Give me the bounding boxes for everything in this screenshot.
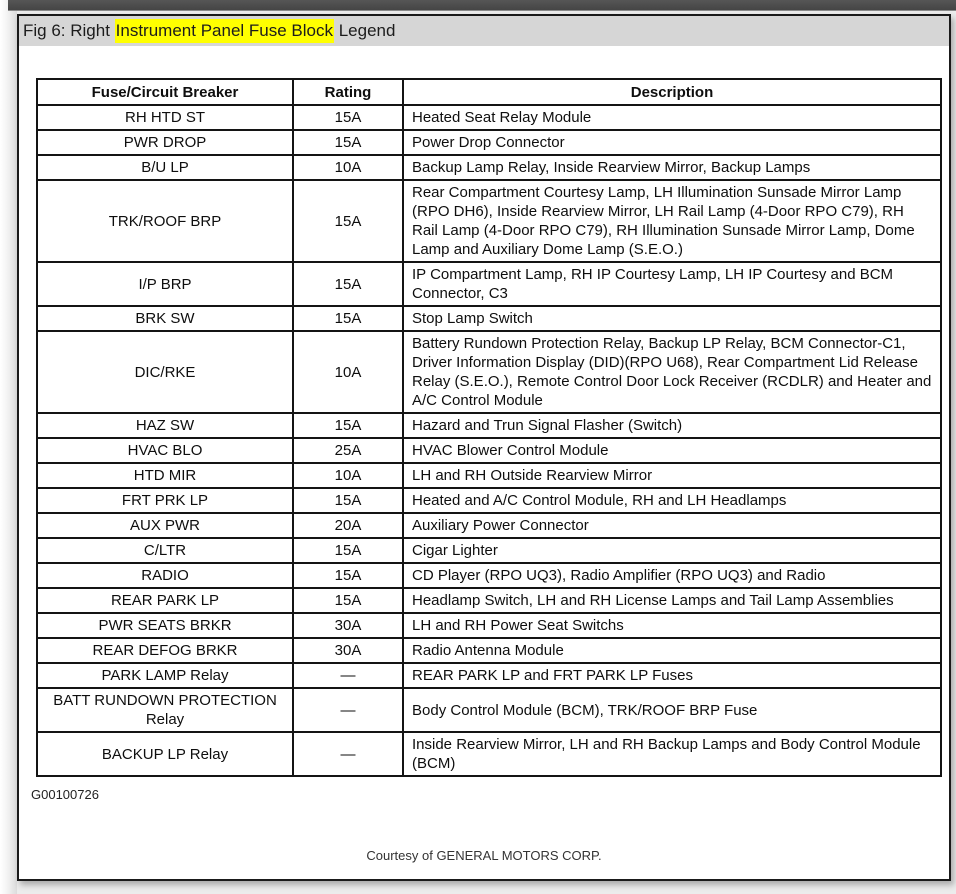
description-cell: REAR PARK LP and FRT PARK LP Fuses [403,663,941,688]
table-row [37,732,941,776]
table-row [37,463,941,488]
document-panel [17,14,951,881]
table-row [37,563,941,588]
table-row [37,638,941,663]
fuse-cell: REAR PARK LP [37,588,293,613]
figure-title-highlight: Instrument Panel Fuse Block [115,19,334,43]
table-row [37,688,941,732]
rating-cell: 20A [293,513,403,538]
fuse-cell: HTD MIR [37,463,293,488]
fuse-legend-table [36,78,942,777]
fuse-cell: RADIO [37,563,293,588]
table-row [37,513,941,538]
fuse-cell: AUX PWR [37,513,293,538]
fuse-cell: RH HTD ST [37,105,293,130]
table-row [37,413,941,438]
fuse-cell: PWR DROP [37,130,293,155]
table-row [37,488,941,513]
table-row [37,105,941,130]
table-row [37,155,941,180]
description-cell: Battery Rundown Protection Relay, Backup LP Relay, BCM Connector-C1, Driver Information Display (DID)(RPO U68), Rear Compartment Lid Release Relay (S.E.O.), Remote Control Door Lock Receiver (RCDLR) and Heater and A/C Control Module [403,331,941,413]
table-row [37,663,941,688]
rating-cell: 15A [293,488,403,513]
description-cell: Auxiliary Power Connector [403,513,941,538]
table-row [37,438,941,463]
fuse-cell: BACKUP LP Relay [37,732,293,776]
table-row [37,306,941,331]
fuse-cell: TRK/ROOF BRP [37,180,293,262]
fuse-cell: B/U LP [37,155,293,180]
table-row [37,180,941,262]
description-cell: Headlamp Switch, LH and RH License Lamps and Tail Lamp Assemblies [403,588,941,613]
figure-title-suffix: Legend [333,21,396,40]
rating-cell: 15A [293,180,403,262]
column-header-fuse-circuit-breaker: Fuse/Circuit Breaker [37,79,293,105]
table-row [37,130,941,155]
rating-cell: 25A [293,438,403,463]
description-cell: Radio Antenna Module [403,638,941,663]
description-cell: LH and RH Power Seat Switchs [403,613,941,638]
fuse-table-body [37,105,941,776]
fuse-cell: HAZ SW [37,413,293,438]
fuse-cell: C/LTR [37,538,293,563]
description-cell: Inside Rearview Mirror, LH and RH Backup Lamps and Body Control Module (BCM) [403,732,941,776]
column-header-description: Description [403,79,941,105]
description-cell: Stop Lamp Switch [403,306,941,331]
rating-cell: — [293,732,403,776]
window-top-bar [8,0,956,11]
rating-cell: 15A [293,588,403,613]
fuse-cell: I/P BRP [37,262,293,306]
description-cell: HVAC Blower Control Module [403,438,941,463]
fuse-cell: HVAC BLO [37,438,293,463]
table-row [37,331,941,413]
description-cell: Heated and A/C Control Module, RH and LH Headlamps [403,488,941,513]
description-cell: Body Control Module (BCM), TRK/ROOF BRP Fuse [403,688,941,732]
fuse-cell: FRT PRK LP [37,488,293,513]
courtesy-note: Courtesy of GENERAL MOTORS CORP. [366,848,602,863]
rating-cell: 15A [293,563,403,588]
description-cell: LH and RH Outside Rearview Mirror [403,463,941,488]
rating-cell: 30A [293,613,403,638]
rating-cell: 30A [293,638,403,663]
fuse-cell: BRK SW [37,306,293,331]
rating-cell: 15A [293,262,403,306]
description-cell: Power Drop Connector [403,130,941,155]
fuse-cell: BATT RUNDOWN PROTECTION Relay [37,688,293,732]
description-cell: Cigar Lighter [403,538,941,563]
column-header-rating: Rating [293,79,403,105]
figure-title-bar [19,16,949,46]
description-cell: CD Player (RPO UQ3), Radio Amplifier (RPO UQ3) and Radio [403,563,941,588]
page-left-margin [0,0,17,894]
rating-cell: — [293,688,403,732]
table-row [37,613,941,638]
fuse-cell: PWR SEATS BRKR [37,613,293,638]
rating-cell: 15A [293,130,403,155]
figure-id: G00100726 [31,787,99,802]
rating-cell: 15A [293,538,403,563]
table-row [37,538,941,563]
fuse-cell: PARK LAMP Relay [37,663,293,688]
description-cell: Hazard and Trun Signal Flasher (Switch) [403,413,941,438]
table-row [37,262,941,306]
description-cell: IP Compartment Lamp, RH IP Courtesy Lamp, LH IP Courtesy and BCM Connector, C3 [403,262,941,306]
rating-cell: 15A [293,413,403,438]
fuse-cell: REAR DEFOG BRKR [37,638,293,663]
rating-cell: — [293,663,403,688]
fuse-cell: DIC/RKE [37,331,293,413]
rating-cell: 10A [293,155,403,180]
fuse-table-header-row [37,79,941,105]
rating-cell: 10A [293,331,403,413]
description-cell: Backup Lamp Relay, Inside Rearview Mirror, Backup Lamps [403,155,941,180]
figure-title-prefix: Fig 6: Right [23,21,115,40]
description-cell: Rear Compartment Courtesy Lamp, LH Illumination Sunsade Mirror Lamp (RPO DH6), Inside Rearview Mirror, LH Rail Lamp (4-Door RPO C79), RH Rail Lamp (4-Door RPO C79), RH Illumination Sunsade Mirror Lamp, Dome Lamp and Auxiliary Dome Lamp (S.E.O.) [403,180,941,262]
rating-cell: 15A [293,306,403,331]
rating-cell: 15A [293,105,403,130]
rating-cell: 10A [293,463,403,488]
description-cell: Heated Seat Relay Module [403,105,941,130]
table-row [37,588,941,613]
